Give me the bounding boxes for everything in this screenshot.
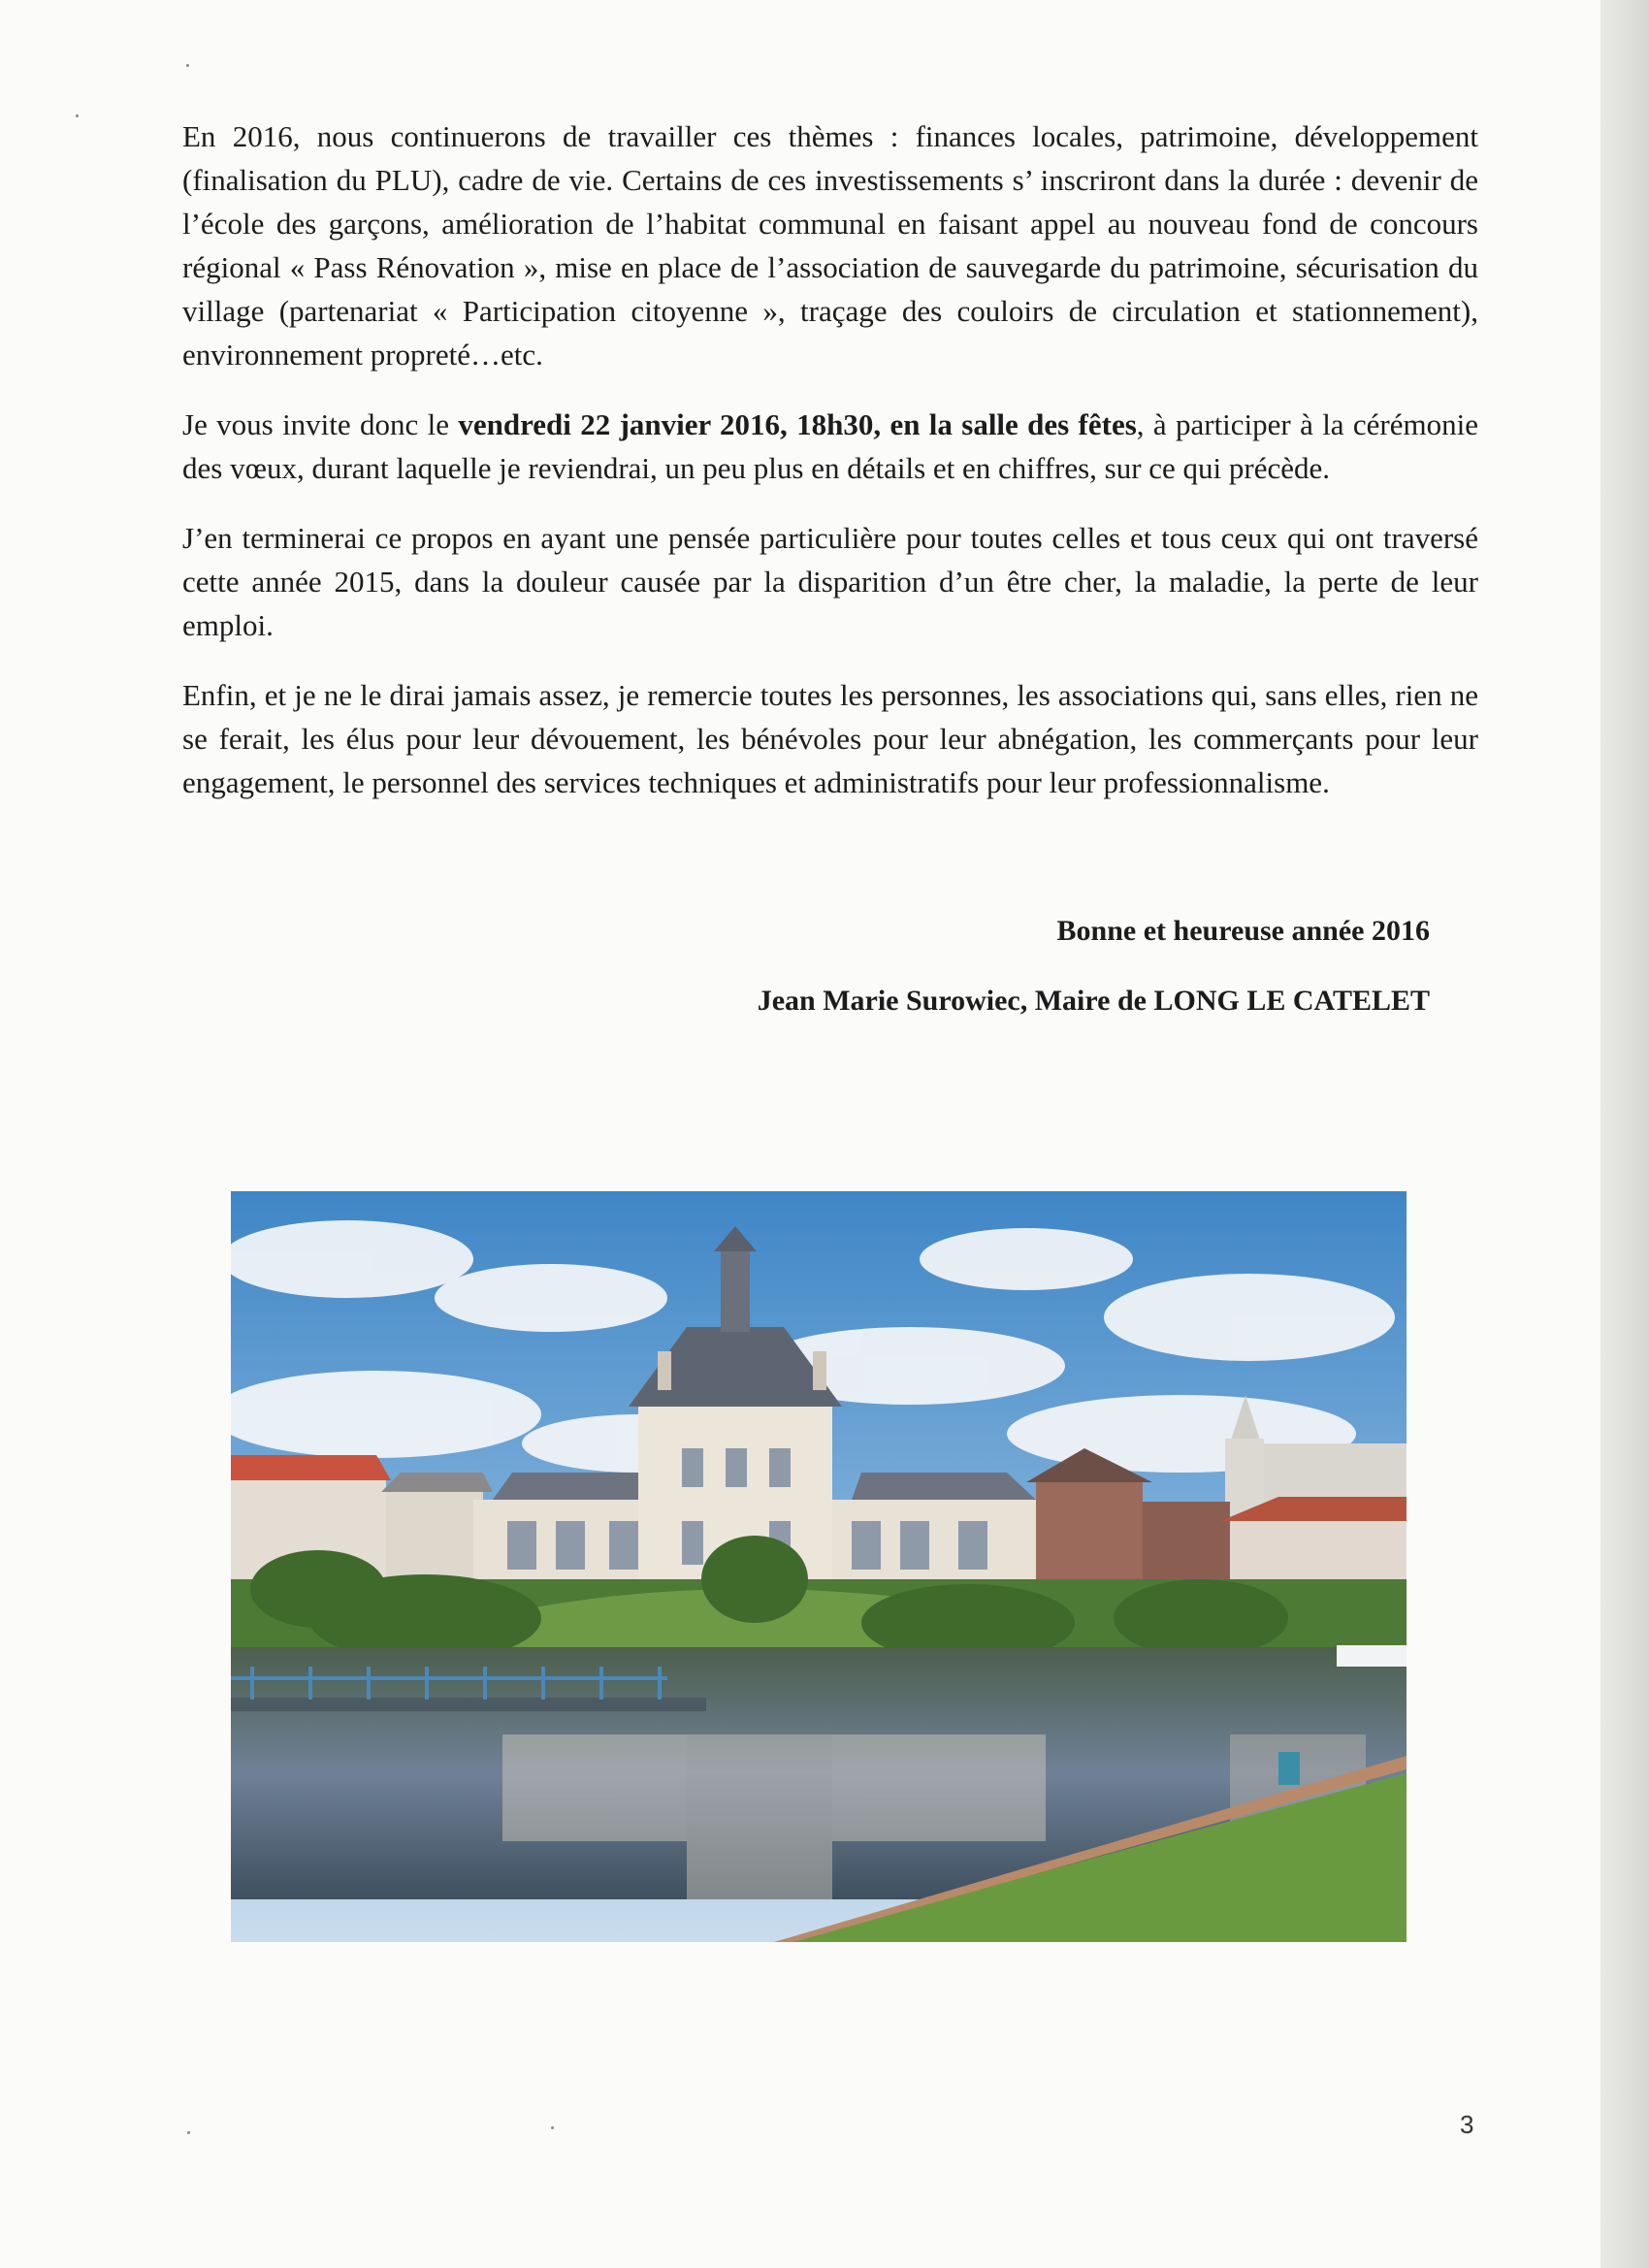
paragraph-thanks: Enfin, et je ne le dirai jamais assez, je remercie toutes les personnes, les associations qui, sans elles, rien ne se ferait, les élus pour leur dévouement, les bénévoles pour leur abnégation, les commerçants pour leur engagement, le personnel des services techniques et administratifs pour leur professionnalisme. [182,678,1478,799]
paragraph-invitation [182,403,1478,490]
scan-edge [1600,0,1649,2268]
new-year-greeting: Bonne et heureuse année 2016 [1056,915,1430,947]
paragraph-themes-2016: En 2016, nous continuerons de travailler ces thèmes : finances locales, patrimoine, développement (finalisation du PLU), cadre de vie. Certains de ces investissements s’ inscriront dans la durée : devenir de l’école des garçons, amélioration de l’habitat communal en faisant appel au nouveau fond de concours régional « Pass Rénovation », mise en place de l’association de sauvegarde du patrimoine, sécurisation du village (partenariat « Participation citoyenne », traçage des couloirs de circulation et stationnement), environnement propreté…etc. [182,119,1478,372]
invitation-text-end: , à participer à la cérémonie des vœux, durant laquelle je reviendrai, un peu plus en détails et en chiffres, sur ce qui précède. [182,407,1478,485]
letter-body [182,114,1478,830]
mayor-signature: Jean Marie Surowiec, Maire de LONG LE CATELET [757,985,1430,1017]
scan-speck [551,2126,554,2129]
boat [1337,1645,1406,1667]
scan-speck [187,2131,190,2134]
scan-speck [186,64,189,67]
scan-speck [76,114,79,117]
town-hall-illustration [231,1191,1406,1942]
post [1278,1752,1300,1785]
invitation-date-location: vendredi 22 janvier 2016, 18h30, en la salle des fêtes [458,407,1137,441]
paragraph-condolences: J’en terminerai ce propos en ayant une pensée particulière pour toutes celles et tous ceux qui ont traversé cette année 2015, dans la douleur causée par la disparition d’un être cher, la maladie, la perte de leur emploi. [182,521,1478,642]
town-hall-photo [231,1191,1406,1942]
page-number: 3 [1460,2110,1474,2139]
invitation-text-start: Je vous invite donc le [182,407,459,441]
